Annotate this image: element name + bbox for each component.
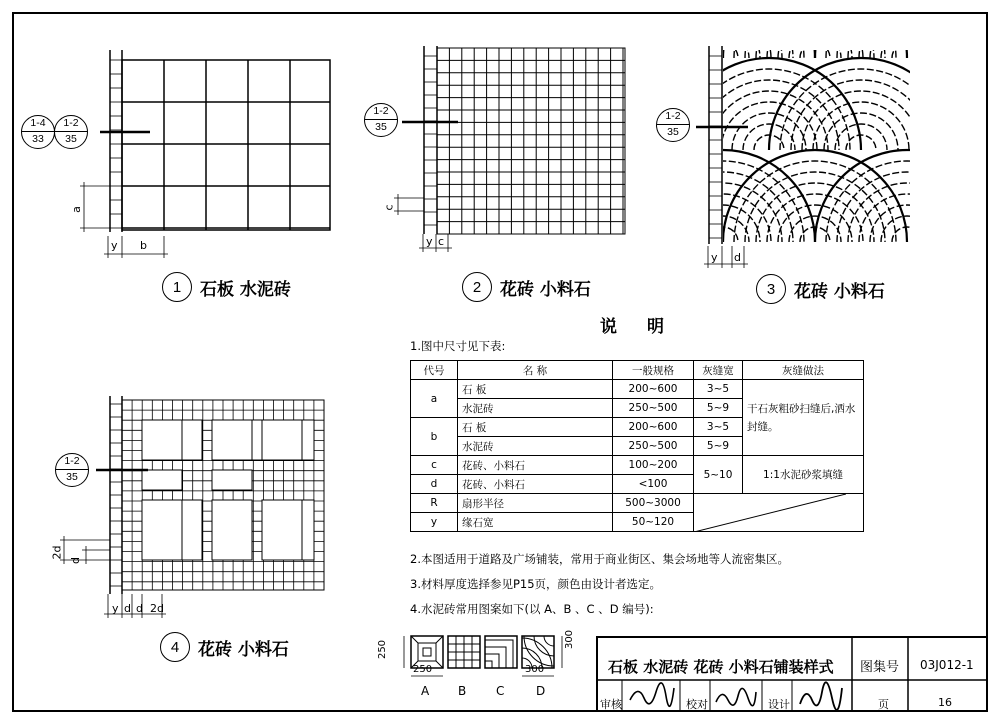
fig3-arc: [734, 0, 896, 58]
figure-3-caption: [756, 274, 885, 304]
figure-1-label: 石板 水泥砖: [200, 279, 291, 300]
fig4-dim-bottom-1: y: [112, 602, 119, 615]
fig1-dim-a: a: [69, 206, 83, 213]
fig4-dim-d: d: [68, 557, 82, 564]
table-empty-cell: [694, 494, 864, 532]
table-row: c 花砖、小料石 100~200 5~10 1:1水泥砂浆填缝: [411, 456, 864, 475]
atlas-number: 03J012-1: [920, 658, 974, 672]
fig2-dim-c: c: [382, 204, 396, 211]
pattern-dim-250-v: 250: [377, 639, 389, 660]
table-row: d 花砖、小料石 <100: [411, 475, 864, 494]
table-row: y 缘石宽 50~120: [411, 513, 864, 532]
fig4-large-block: [262, 420, 302, 460]
pattern-a-line: [436, 636, 443, 643]
fig3-fan-outline: [631, 0, 815, 58]
callout-top: 1-2: [56, 454, 88, 470]
pattern-c-arc: [485, 661, 492, 668]
fig2-callout: [364, 103, 398, 137]
callout-top: 1-2: [365, 104, 397, 120]
table-header: 名 称: [458, 361, 613, 380]
fig4-large-block: [302, 500, 314, 560]
fig2-dim-c2: c: [438, 235, 445, 248]
pattern-a-core: [423, 648, 431, 656]
fig4-dim-bottom-4: 2d: [150, 602, 164, 615]
fig3-dim-d: d: [734, 251, 741, 264]
note-1: 1.图中尺寸见下表:: [410, 339, 506, 353]
fig3-arc: [631, 0, 815, 58]
fig4-large-block: [182, 500, 202, 560]
fig3-dim-y: y: [711, 251, 718, 264]
figure-1-number: 1: [162, 272, 192, 302]
fig4-large-block: [212, 470, 252, 490]
callout-bottom: 35: [65, 133, 77, 145]
figure-2-caption: [462, 272, 591, 302]
fig2-dim-y: y: [426, 235, 433, 248]
note-3: 3.材料厚度选择参见P15页，颜色由设计者选定。: [410, 577, 662, 591]
fig3-arc: [848, 0, 966, 58]
fig4-large-block: [142, 500, 182, 560]
fig3-fan-outline: [815, 0, 999, 58]
callout-bottom: 33: [32, 133, 44, 145]
figure-1-caption: [162, 272, 291, 302]
fig4-large-block: [142, 420, 182, 460]
pattern-a-line: [436, 661, 443, 668]
table-row: b 石 板 200~600 3~5: [411, 418, 864, 437]
notes-title: 说明: [600, 317, 694, 337]
page-number: 16: [938, 696, 952, 709]
pattern-label-b: B: [458, 684, 467, 698]
figure-3-label: 花砖 小料石: [794, 281, 885, 302]
page-label: 页: [878, 698, 889, 711]
figure-4-caption: [160, 632, 289, 662]
fig4-dim-2d: 2d: [50, 545, 64, 560]
fig4-dim-bottom-3: d: [136, 602, 143, 615]
pattern-dim-300-v: 300: [564, 629, 576, 650]
figure-3-number: 3: [756, 274, 786, 304]
fig3-arc: [723, 0, 907, 58]
callout-top: 1-2: [657, 109, 689, 125]
table-header: 一般规格: [613, 361, 694, 380]
figure-4-number: 4: [160, 632, 190, 662]
fig1-callout-1: [21, 115, 55, 149]
fig3-arc: [826, 0, 988, 58]
fig1-dim-b: b: [140, 239, 147, 252]
fig1-callout-2: [54, 115, 88, 149]
callout-top: 1-4: [22, 116, 54, 132]
pattern-dim-250-h: 250: [413, 664, 433, 675]
note-2: 2.本图适用于道路及广场铺装，常用于商业街区、集会场地等人流密集区。: [410, 552, 789, 566]
figure-2-number: 2: [462, 272, 492, 302]
fig4-callout: [55, 453, 89, 487]
spec-table: [410, 360, 864, 532]
callout-bottom: 35: [66, 471, 78, 483]
pattern-c: [485, 636, 517, 668]
pattern-a-inner: [418, 643, 436, 661]
fig4-large-block: [182, 420, 202, 460]
atlas-label: 图集号: [860, 660, 900, 675]
table-row: 水泥砖 250~500 5~9: [411, 437, 864, 456]
callout-bottom: 35: [375, 121, 387, 133]
fig4-large-block: [302, 420, 314, 460]
fig4-large-block: [212, 420, 252, 460]
fig3-arc: [745, 0, 885, 58]
pattern-d-arc: [544, 636, 554, 646]
pattern-d-arc: [524, 636, 554, 666]
table-header-row: [411, 361, 864, 380]
fig4-large-block: [262, 500, 302, 560]
figure-2-label: 花砖 小料石: [500, 279, 591, 300]
fig1-pavement: [122, 60, 330, 230]
fig4-large-block: [142, 470, 182, 490]
table-row: 水泥砖 250~500 5~9: [411, 399, 864, 418]
fig3-callout: [656, 108, 690, 142]
note-4: 4.水泥砖常用图案如下(以 A、B 、C 、D 编号):: [410, 602, 654, 616]
fig4-large-block: [212, 500, 252, 560]
fig2-pavement: [437, 48, 625, 234]
pattern-dim-300-h: 300: [525, 664, 545, 675]
table-header: 代号: [411, 361, 458, 380]
review-label: 审核: [600, 698, 622, 711]
pattern-label-a: A: [421, 684, 430, 698]
pattern-a-line: [411, 636, 418, 643]
table-row: a 石 板 200~600 3~5 干石灰粗砂扫缝后,洒水封缝。: [411, 380, 864, 399]
table-header: 灰缝做法: [743, 361, 864, 380]
fig3-arc: [653, 0, 793, 58]
check-label: 校对: [686, 698, 708, 711]
design-label: 设计: [768, 698, 790, 711]
fig3-arc: [642, 0, 804, 58]
fig3-arc: [756, 0, 874, 58]
fig3-arc: [837, 0, 977, 58]
fig4-large-block: [252, 420, 262, 460]
title-block: [596, 636, 988, 712]
fig3-fan-outline: [723, 0, 907, 58]
fig3-arc: [664, 0, 782, 58]
pattern-label-c: C: [496, 684, 505, 698]
callout-bottom: 35: [667, 126, 679, 138]
callout-top: 1-2: [55, 116, 87, 132]
pattern-c-arc: [485, 647, 506, 668]
pattern-label-d: D: [536, 684, 546, 698]
table-row: R 扇形半径 500~3000: [411, 494, 864, 513]
fig3-arc: [815, 0, 999, 58]
table-header: 灰缝宽: [694, 361, 743, 380]
fig1-dim-y: y: [111, 239, 118, 252]
fig4-dim-bottom-2: d: [124, 602, 131, 615]
drawing-title: 石板 水泥砖 花砖 小料石铺装样式: [608, 658, 834, 676]
figure-4-label: 花砖 小料石: [198, 639, 289, 660]
